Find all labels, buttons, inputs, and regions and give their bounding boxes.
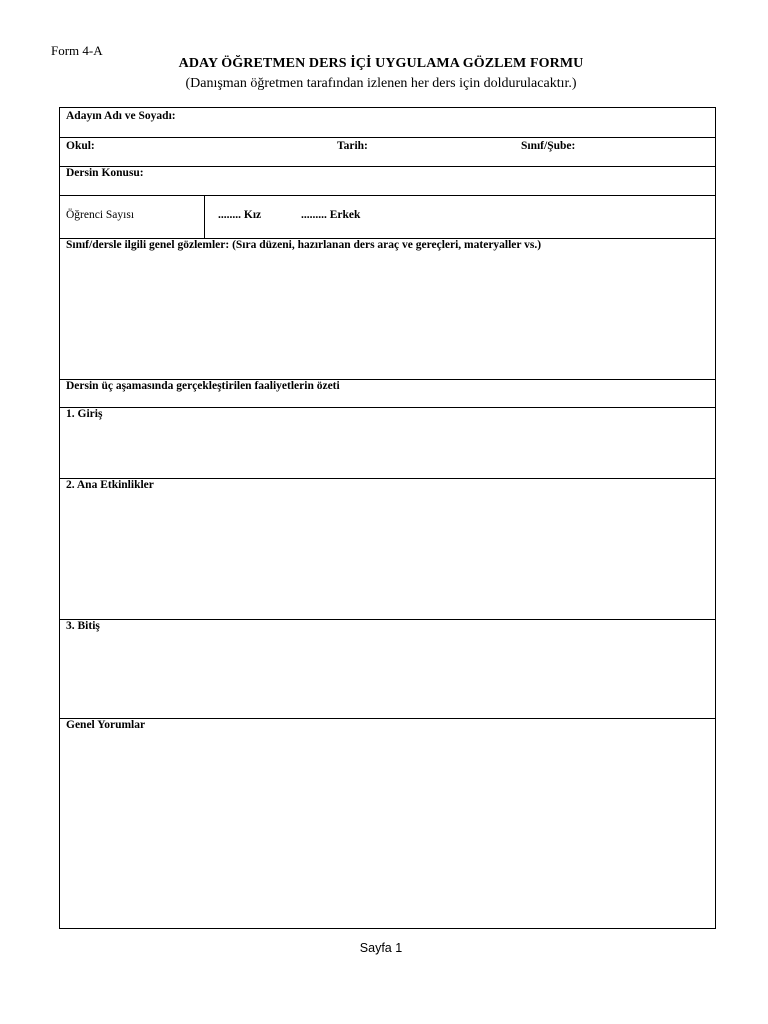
general-comments-label: Genel Yorumlar: [66, 719, 146, 731]
general-observations-row: [60, 239, 715, 380]
activities-summary-label: Dersin üç aşamasında gerçekleştirilen faaliyetlerin özeti: [66, 380, 340, 392]
general-comments-row: [60, 719, 715, 928]
school-label: Okul:: [66, 140, 95, 152]
intro-row: [60, 408, 715, 479]
student-count-row: [60, 196, 715, 239]
main-activities-label: 2. Ana Etkinlikler: [66, 479, 154, 491]
page-number: Sayfa 1: [359, 941, 403, 955]
form-code: Form 4-A: [51, 43, 103, 58]
boys-count-field: ......... Erkek: [301, 209, 361, 221]
class-section-label: Sınıf/Şube:: [521, 140, 576, 152]
closing-row: [60, 620, 715, 719]
main-activities-row: [60, 479, 715, 620]
candidate-name-label: Adayın Adı ve Soyadı:: [66, 110, 176, 122]
school-date-class-row: [60, 138, 715, 167]
general-observations-label: Sınıf/dersle ilgili genel gözlemler: (Sıra düzeni, hazırlanan ders araç ve gereçleri, materyaller vs.): [66, 239, 542, 251]
lesson-topic-label: Dersin Konusu:: [66, 167, 144, 179]
form-title: ADAY ÖĞRETMEN DERS İÇİ UYGULAMA GÖZLEM FORMU: [178, 56, 584, 71]
lesson-topic-row: [60, 167, 715, 196]
closing-label: 3. Bitiş: [66, 620, 100, 632]
date-label: Tarih:: [337, 140, 368, 152]
activities-summary-row: [60, 380, 715, 408]
student-count-label: Öğrenci Sayısı: [66, 209, 135, 221]
intro-label: 1. Giriş: [66, 408, 103, 420]
form-subtitle: (Danışman öğretmen tarafından izlenen her ders için doldurulacaktır.): [185, 76, 577, 91]
candidate-name-row: [60, 108, 715, 138]
observation-form-table: [59, 107, 716, 929]
girls-count-field: ........ Kız: [218, 209, 262, 221]
student-count-divider: [204, 196, 205, 238]
